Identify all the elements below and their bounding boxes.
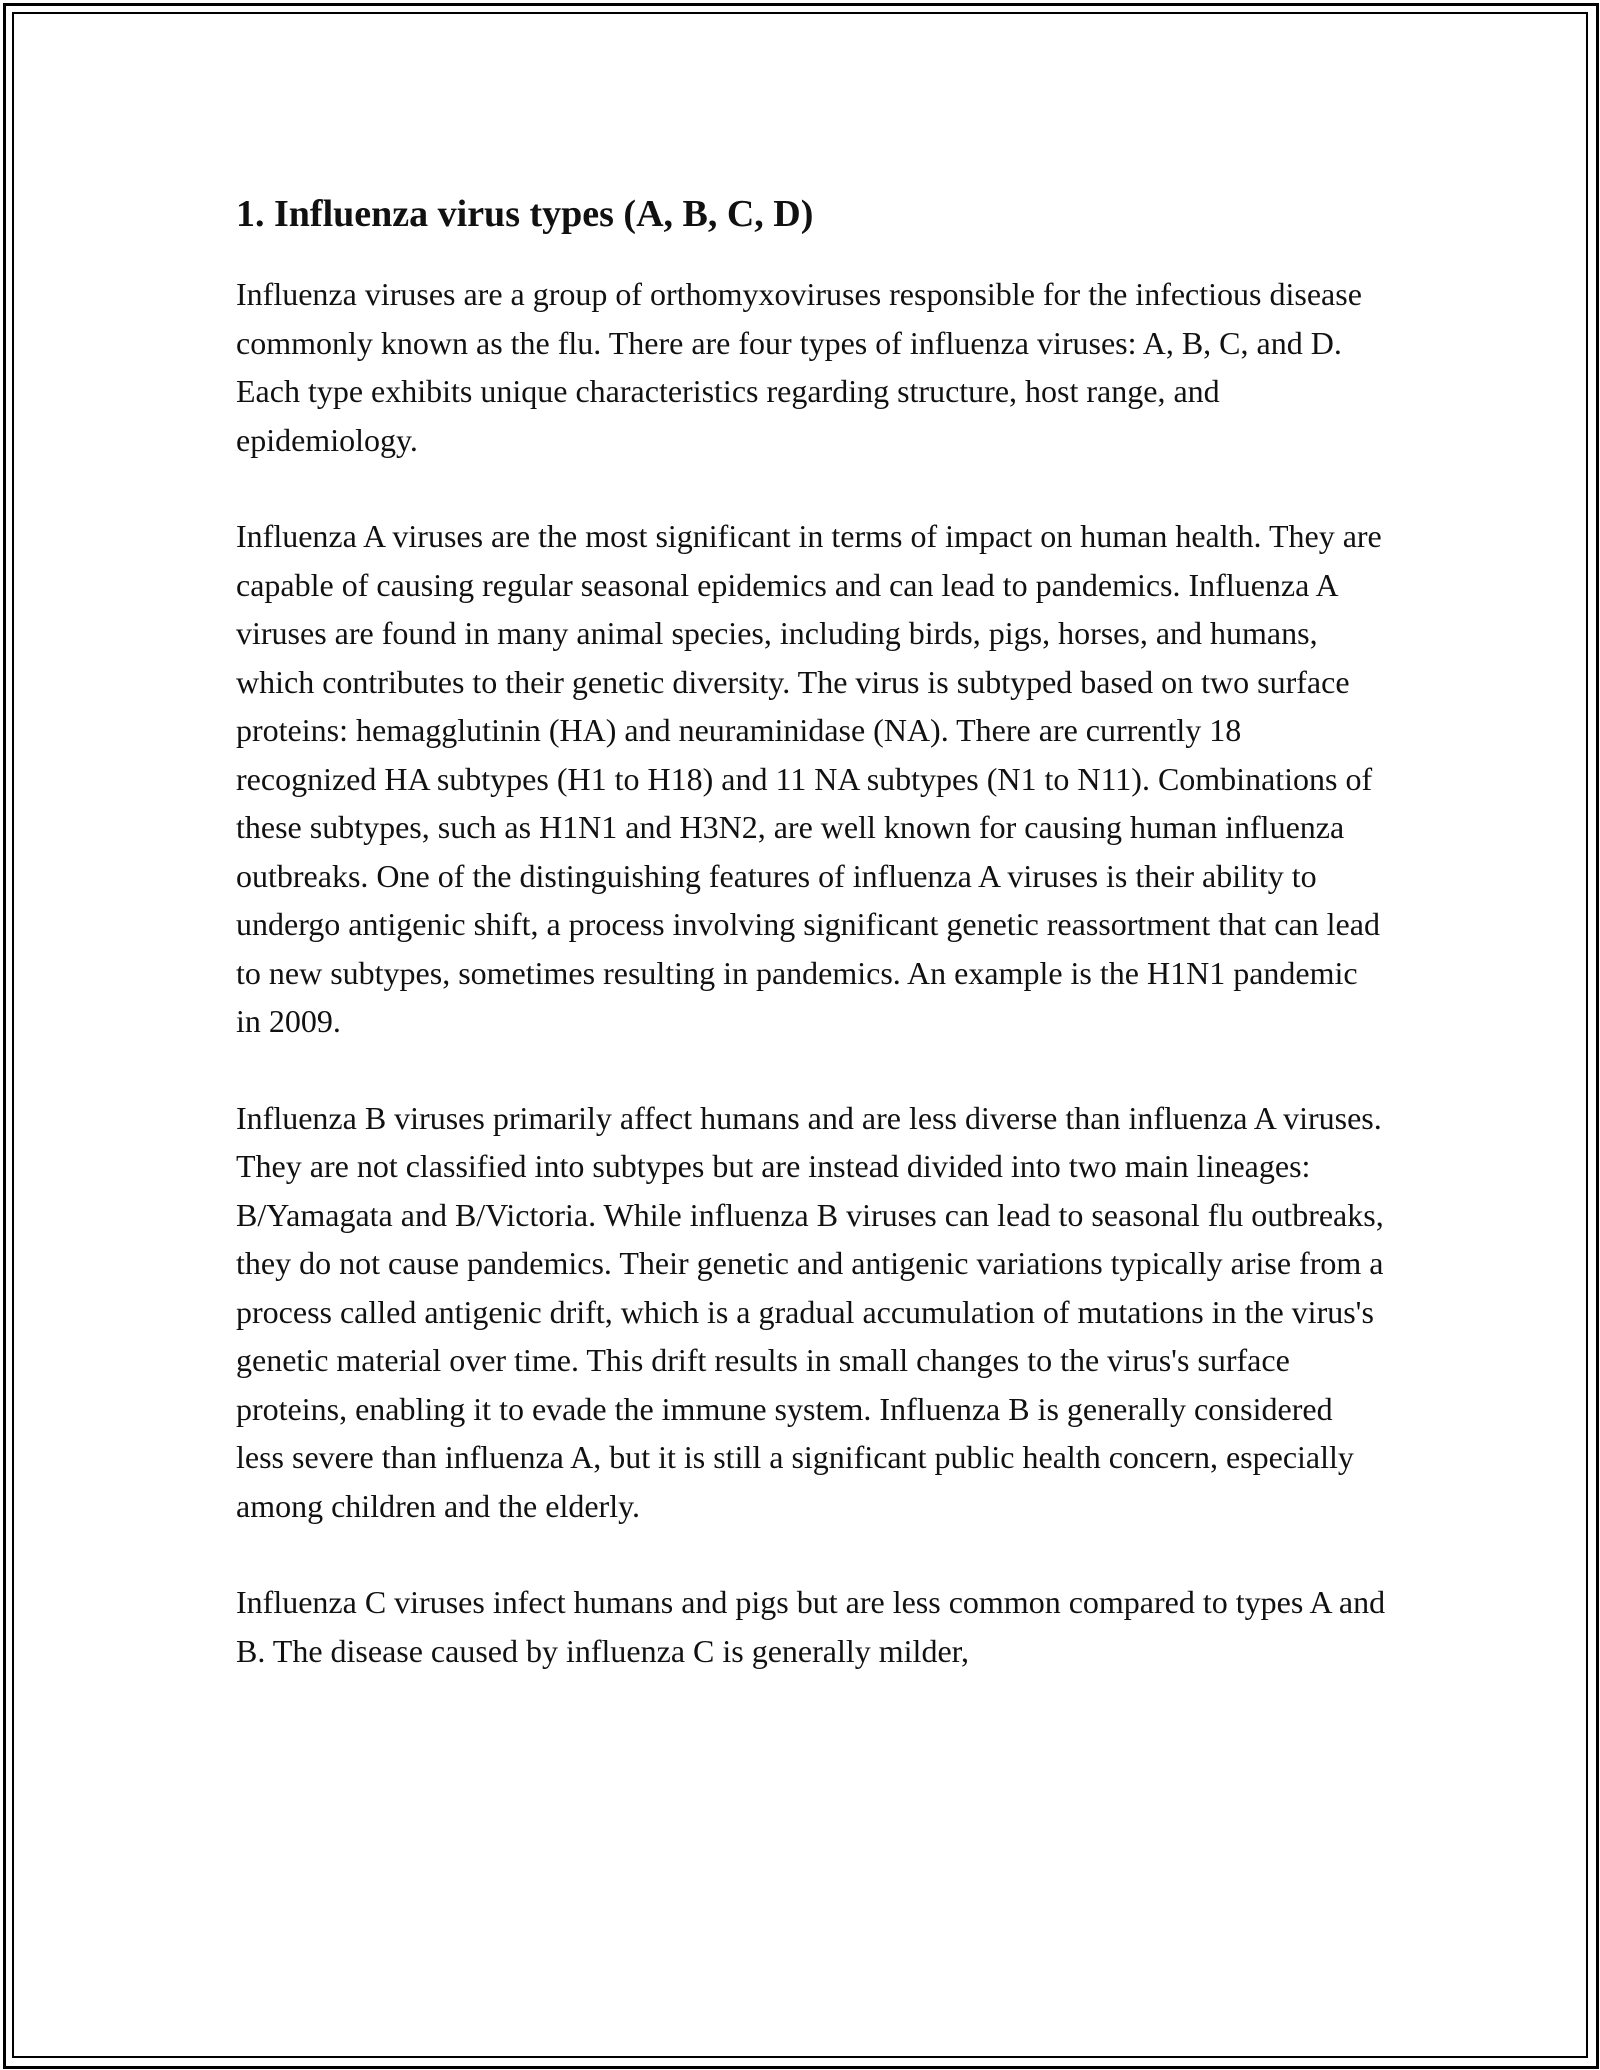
document-body	[236, 186, 1386, 1723]
paragraph-influenza-a: Influenza A viruses are the most significant in terms of impact on human health. They are capable of causing regular seasonal epidemics and can lead to pandemics. Influenza A viruses are found in many animal species, including birds, pigs, horses, and humans, which contributes to their genetic diversity. The virus is subtyped based on two surface proteins: hemagglutinin (HA) and neuraminidase (NA). There are currently 18 recognized HA subtypes (H1 to H18) and 11 NA subtypes (N1 to N11). Combinations of these subtypes, such as H1N1 and H3N2, are well known for causing human influenza outbreaks. One of the distinguishing features of influenza A viruses is their ability to undergo antigenic shift, a process involving significant genetic reassortment that can lead to new subtypes, sometimes resulting in pandemics. An example is the H1N1 pandemic in 2009.	[236, 518, 1382, 1039]
paragraph-intro: Influenza viruses are a group of orthomyxoviruses responsible for the infectious disease commonly known as the flu. There are four types of influenza viruses: A, B, C, and D. Each type exhibits unique characteristics regarding structure, host range, and epidemiology.	[236, 276, 1362, 458]
paragraph-influenza-c: Influenza C viruses infect humans and pigs but are less common compared to types A and B. The disease caused by influenza C is generally milder,	[236, 1584, 1386, 1669]
paragraph-influenza-b: Influenza B viruses primarily affect humans and are less diverse than influenza A viruses. They are not classified into subtypes but are instead divided into two main lineages: B/Yamagata and B/Victoria. While influenza B viruses can lead to seasonal flu outbreaks, they do not cause pandemics. Their genetic and antigenic variations typically arise from a process called antigenic drift, which is a gradual accumulation of mutations in the virus's genetic material over time. This drift results in small changes to the virus's surface proteins, enabling it to evade the immune system. Influenza B is generally considered less severe than influenza A, but it is still a significant public health concern, especially among children and the elderly.	[236, 1099, 1384, 1524]
section-heading: 1. Influenza virus types (A, B, C, D)	[236, 193, 814, 235]
